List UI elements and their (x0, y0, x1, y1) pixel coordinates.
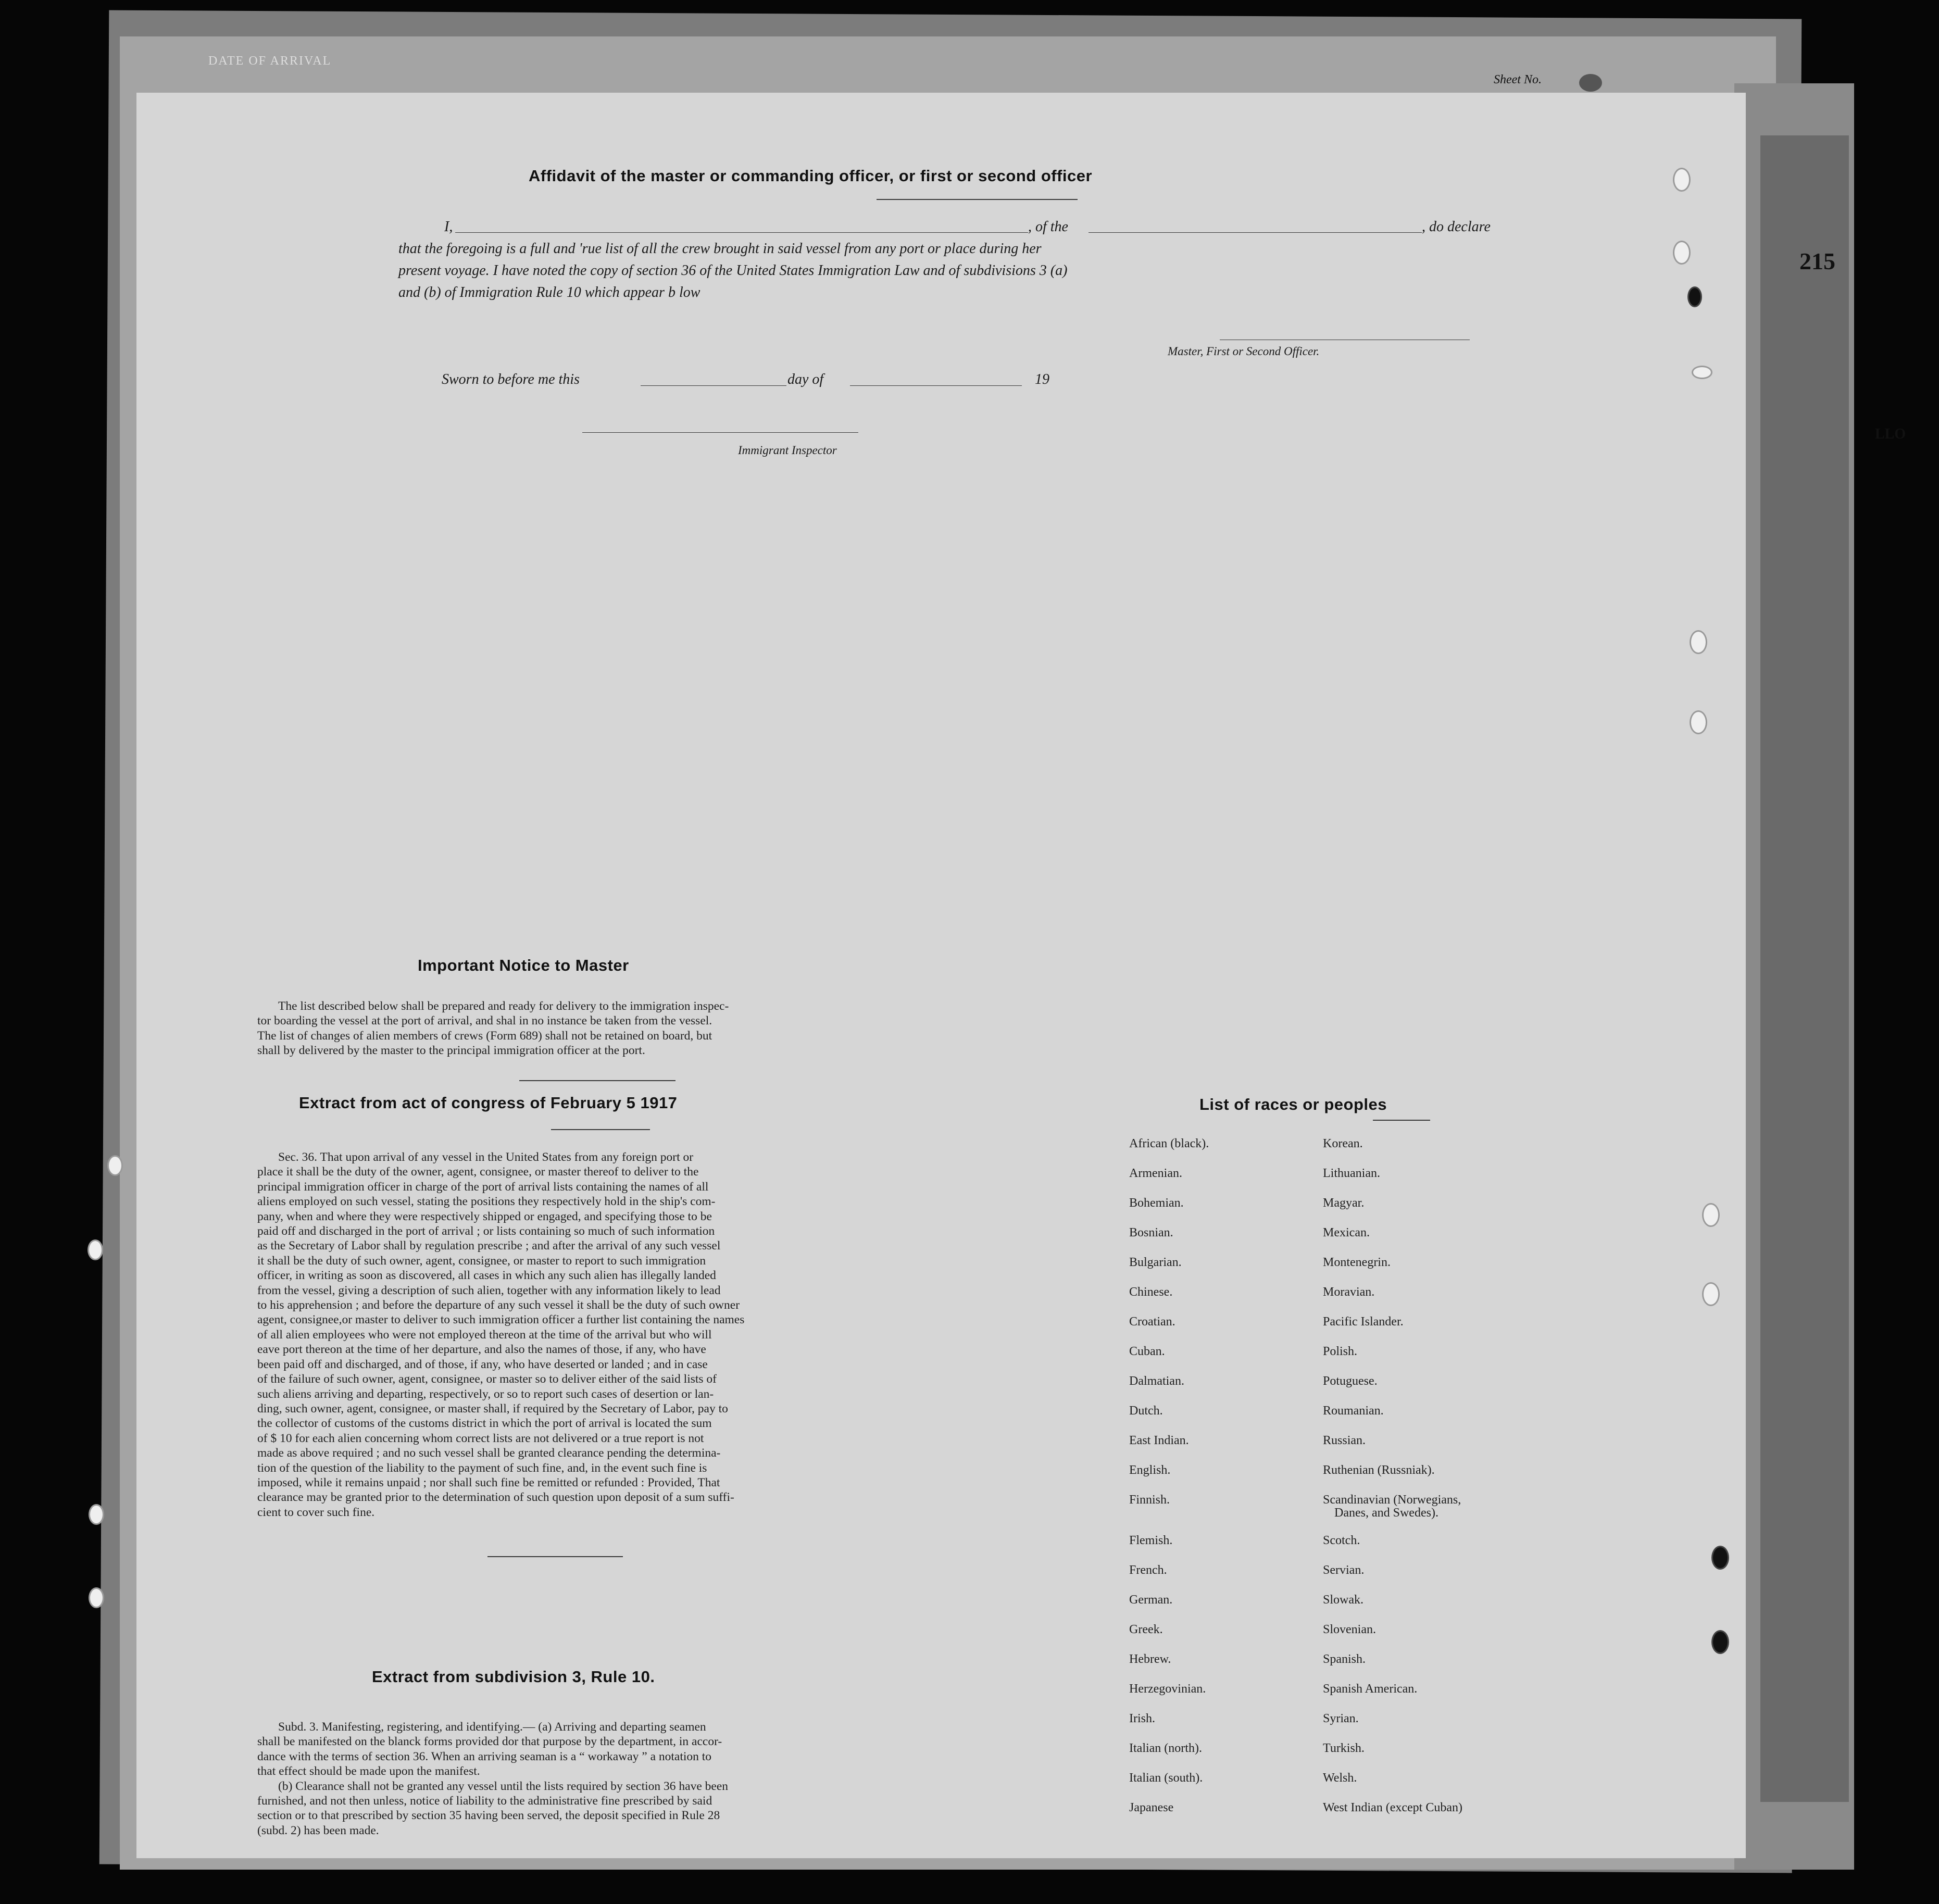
notice-line-2: tor boarding the vessel at the port of arrival, and shal in no instance be taken from the vessel. (257, 1014, 712, 1028)
race-left: Bulgarian. (1129, 1256, 1182, 1269)
affidavit-line-4: and (b) of Immigration Rule 10 which appear b low (398, 284, 700, 300)
race-left: German. (1129, 1593, 1173, 1607)
affidavit-title: Affidavit of the master or commanding officer, or first or second officer (529, 167, 1093, 185)
race-right: Korean. (1323, 1137, 1363, 1150)
binding-hole (1711, 1546, 1729, 1570)
rule-line: shall be manifested on the blanck forms provided dor that purpose by the department, in accor- (257, 1735, 722, 1749)
binding-hole (1690, 630, 1707, 654)
race-left: Croatian. (1129, 1315, 1175, 1329)
act-line: the collector of customs of the customs district in which the port of arrival is located the sum (257, 1417, 712, 1431)
race-right: Russian. (1323, 1434, 1366, 1447)
race-right: Scandinavian (Norwegians, (1323, 1493, 1461, 1507)
race-right: Slovenian. (1323, 1623, 1376, 1636)
inspector-label: Immigrant Inspector (738, 444, 837, 457)
day-of-label: day of (787, 371, 824, 387)
binding-hole (1711, 1630, 1729, 1654)
race-right: Spanish American. (1323, 1682, 1418, 1696)
right-stack-shadow (1760, 135, 1849, 1802)
sworn-month-blank[interactable] (850, 385, 1022, 386)
act-line: pany, when and where they were respectively shipped or engaged, and specifying those to be (257, 1209, 712, 1223)
race-left: Chinese. (1129, 1285, 1173, 1299)
binding-hole (107, 1155, 123, 1176)
race-right: Ruthenian (Russniak). (1323, 1463, 1435, 1477)
act-line: place it shall be the duty of the owner, agent, consignee, or master thereof to deliver to the (257, 1165, 699, 1179)
act-line: paid off and discharged in the port of arrival ; or lists containing so much of such information (257, 1224, 715, 1238)
binding-hole (1687, 286, 1702, 307)
binding-hole (1702, 1203, 1720, 1227)
manifest-back-page (136, 93, 1746, 1858)
binding-hole (1673, 168, 1691, 192)
race-left: Bosnian. (1129, 1226, 1173, 1239)
act-line: as the Secretary of Labor shall by regulation prescribe ; and after the arrival of any such vessel (257, 1239, 721, 1253)
act-line: imposed, while it remains unpaid ; nor shall such fine be remitted or refunded : Provided, That (257, 1475, 720, 1489)
races-title-rule (1373, 1120, 1430, 1121)
act-line: of the failure of such owner, agent, consignee, or master so to deliver either of the said lists of (257, 1372, 717, 1386)
act-line: been paid off and discharged, and of those, if any, who have deserted or landed ; and in case (257, 1357, 708, 1371)
act-line: officer, in writing as soon as discovered, all cases in which any such alien has illegally landed (257, 1269, 716, 1283)
sworn-label: Sworn to before me this (442, 371, 580, 387)
race-left: Dalmatian. (1129, 1374, 1184, 1388)
date-of-arrival-label: DATE OF ARRIVAL (208, 54, 332, 68)
race-left: East Indian. (1129, 1434, 1189, 1447)
year-prefix: 19 (1035, 371, 1049, 387)
act-line: from the vessel, giving a description of such alien, together with any information likely to lead (257, 1283, 721, 1297)
notice-text (257, 999, 981, 1058)
race-left: Hebrew. (1129, 1652, 1171, 1666)
binding-hole (87, 1239, 103, 1260)
act-line: ding, such owner, agent, consignee, or master shall, if required by the Secretary of Labor, pay to (257, 1401, 728, 1416)
race-right: West Indian (except Cuban) (1323, 1801, 1462, 1814)
act-line: principal immigration officer in charge of the port of arrival lists containing the names of all (257, 1180, 709, 1194)
race-right: Pacific Islander. (1323, 1315, 1404, 1329)
races-title: List of races or peoples (1199, 1095, 1387, 1113)
race-left: Cuban. (1129, 1345, 1165, 1358)
binding-hole (1690, 710, 1707, 734)
race-left: Armenian. (1129, 1167, 1182, 1180)
notice-title: Important Notice to Master (418, 956, 629, 974)
affidavit-title-rule (877, 199, 1078, 200)
race-left: Italian (north). (1129, 1742, 1202, 1755)
notice-line-3: The list of changes of alien members of crews (Form 689) shall not be retained on board, but (257, 1029, 712, 1043)
race-left: Flemish. (1129, 1534, 1173, 1547)
act-title-rule (551, 1129, 650, 1130)
rule-line: furnished, and not then unless, notice of liability to the administrative fine prescribed by said (257, 1794, 712, 1808)
notice-divider (519, 1080, 675, 1081)
race-left: Irish. (1129, 1712, 1155, 1725)
inspector-signature-line[interactable] (582, 432, 858, 433)
rule-title: Extract from subdivision 3, Rule 10. (372, 1668, 655, 1686)
act-line: it shall be the duty of such owner, agent, consignee, or master to report to such immigration (257, 1254, 706, 1268)
sheet-number-stamp (1579, 74, 1602, 92)
act-line: eave port thereon at the time of her departure, and also the names of those, if any, who have (257, 1343, 706, 1357)
name-blank-line[interactable] (455, 232, 1028, 233)
race-right: Danes, and Swedes). (1334, 1506, 1438, 1520)
sworn-day-blank[interactable] (641, 385, 786, 386)
race-right: Magyar. (1323, 1196, 1365, 1210)
notice-line-1: The list described below shall be prepared and ready for delivery to the immigration inspec- (278, 999, 729, 1013)
rule-line: section or to that prescribed by section 35 having been served, the deposit specified in Rule 28 (257, 1809, 720, 1823)
race-right: Welsh. (1323, 1771, 1357, 1785)
rule-line: (b) Clearance shall not be granted any vessel until the lists required by section 36 have been (278, 1779, 729, 1793)
race-right: Montenegrin. (1323, 1256, 1391, 1269)
race-left: Bohemian. (1129, 1196, 1184, 1210)
race-right: Spanish. (1323, 1652, 1366, 1666)
race-left: Finnish. (1129, 1493, 1170, 1507)
race-left: African (black). (1129, 1137, 1209, 1150)
affidavit-of-the: , of the (1028, 219, 1068, 235)
race-right: Slowak. (1323, 1593, 1363, 1607)
rule-line: (subd. 2) has been made. (257, 1823, 379, 1837)
rule-text (257, 1720, 981, 1838)
rule-line: dance with the terms of section 36. When an arriving seaman is a “ workaway ” a notation to (257, 1749, 712, 1763)
vessel-blank-line[interactable] (1089, 232, 1422, 233)
page-number-stamp: 215 (1799, 248, 1835, 274)
act-line: of $ 10 for each alien concerning whom correct lists are not delivered or a true report is not (257, 1431, 704, 1445)
race-right: Scotch. (1323, 1534, 1360, 1547)
race-right: Roumanian. (1323, 1404, 1384, 1418)
act-line: tion of the question of the liability to the payment of such fine, and, in the event such fine is (257, 1461, 707, 1475)
act-line: such aliens arriving and departing, respectively, or so to report such cases of desertion or lan- (257, 1387, 714, 1401)
race-left: Dutch. (1129, 1404, 1163, 1418)
side-mark: LLO (1875, 426, 1906, 442)
race-right: Syrian. (1323, 1712, 1359, 1725)
binding-hole (1702, 1282, 1720, 1306)
race-right: Moravian. (1323, 1285, 1375, 1299)
race-right: Lithuanian. (1323, 1167, 1380, 1180)
race-left: French. (1129, 1563, 1167, 1577)
race-right: Servian. (1323, 1563, 1365, 1577)
race-left: Italian (south). (1129, 1771, 1203, 1785)
affidavit-line-3: present voyage. I have noted the copy of section 36 of the United States Immigration Law and of subdivisions 3 (a) (398, 262, 1068, 279)
binding-hole (1692, 366, 1712, 379)
affidavit-declare: , do declare (1422, 219, 1491, 235)
act-divider (487, 1556, 623, 1557)
act-line: aliens employed on such vessel, stating the positions they respectively hold in the ship's com- (257, 1195, 716, 1209)
race-right: Turkish. (1323, 1742, 1365, 1755)
affidavit-line-2: that the foregoing is a full and 'rue list of all the crew brought in said vessel from any port or place during her (398, 241, 1042, 257)
notice-line-4: shall by delivered by the master to the principal immigration officer at the port. (257, 1044, 645, 1058)
race-left: Greek. (1129, 1623, 1163, 1636)
race-right: Potuguese. (1323, 1374, 1378, 1388)
rule-line: Subd. 3. Manifesting, registering, and identifying.— (a) Arriving and departing seamen (278, 1720, 706, 1734)
act-text (257, 1150, 981, 1520)
race-left: Japanese (1129, 1801, 1174, 1814)
act-line: made as above required ; and no such vessel shall be granted clearance pending the determina- (257, 1446, 721, 1460)
act-line: Sec. 36. That upon arrival of any vessel in the United States from any foreign port or (278, 1150, 694, 1164)
binding-hole (89, 1504, 104, 1525)
binding-hole (1673, 241, 1691, 265)
act-line: cient to cover such fine. (257, 1505, 375, 1519)
act-title: Extract from act of congress of February 5 1917 (299, 1094, 678, 1112)
act-line: agent, consignee,or master to deliver to such immigration officer a further list containing the names (257, 1313, 745, 1327)
sheet-number-label: Sheet No. (1494, 73, 1542, 86)
binding-hole (89, 1587, 104, 1608)
rule-line: that effect should be made upon the manifest. (257, 1764, 480, 1778)
master-signature-label: Master, First or Second Officer. (1168, 345, 1320, 358)
act-line: of all alien employees who were not employed thereon at the time of the arrival but who will (257, 1327, 712, 1342)
race-right: Polish. (1323, 1345, 1358, 1358)
act-line: clearance may be granted prior to the determination of such question upon deposit of a sum suffi- (257, 1490, 734, 1505)
race-left: English. (1129, 1463, 1171, 1477)
race-left: Herzegovinian. (1129, 1682, 1206, 1696)
race-right: Mexican. (1323, 1226, 1370, 1239)
act-line: to his apprehension ; and before the departure of any such vessel it shall be the duty of such owner (257, 1298, 740, 1312)
affidavit-i: I, (444, 219, 453, 235)
